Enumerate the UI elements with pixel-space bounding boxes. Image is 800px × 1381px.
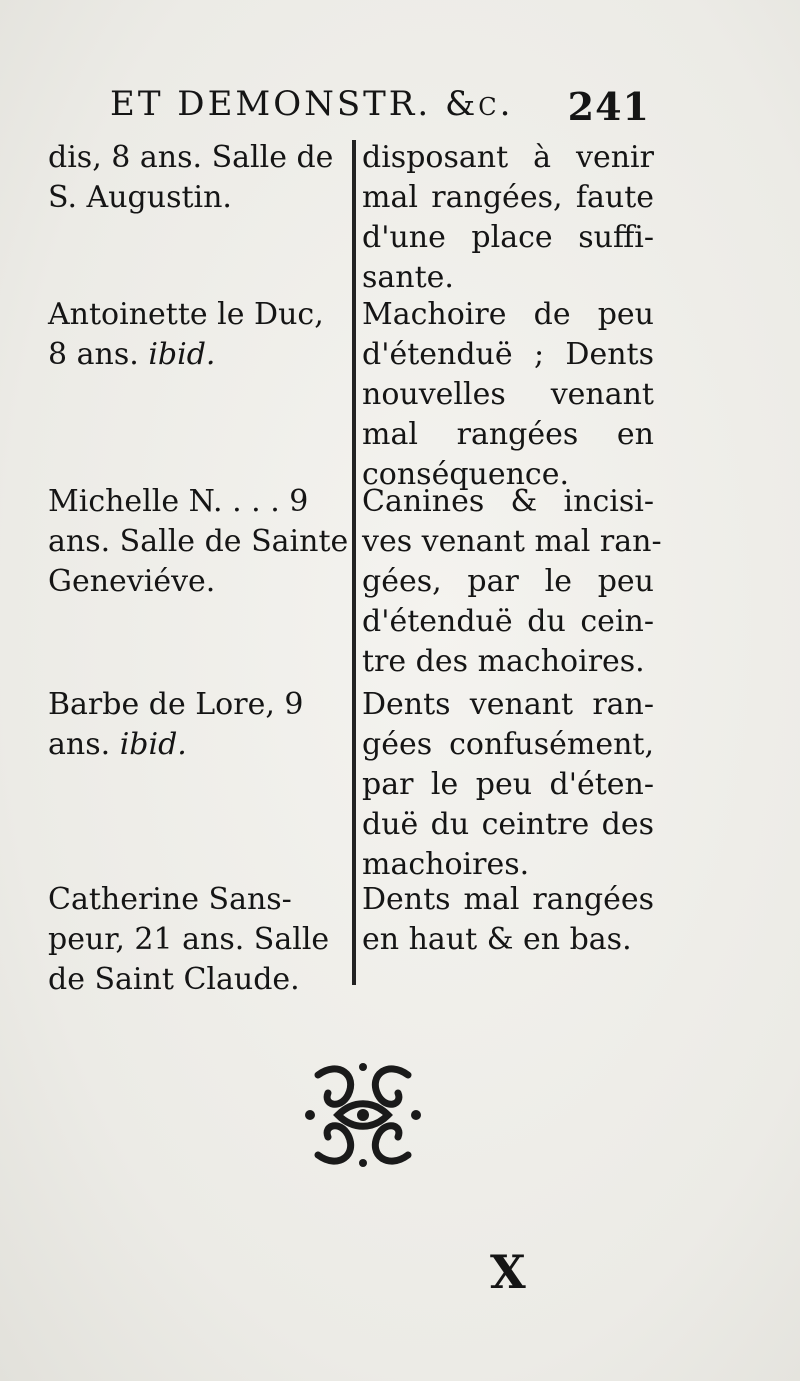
ibid-italic: ibid. [148, 337, 216, 372]
text-line: Catherine Sans- [48, 882, 292, 917]
text-line: gées confusément, [362, 727, 654, 762]
text-line: Dents mal rangées [362, 882, 654, 917]
text-line: mal rangées en [362, 417, 654, 452]
text-line: dis, 8 ans. Salle de [48, 140, 334, 175]
text-line: Barbe de Lore, 9 [48, 687, 304, 722]
entry-1-observation [362, 138, 654, 298]
text-line: d'étenduë du cein- [362, 604, 654, 639]
fleuron-ornament-icon [298, 1055, 428, 1175]
text-line: Antoinette le Duc, [48, 297, 324, 332]
text-line: duë du ceintre des [362, 807, 654, 842]
page-header [110, 80, 650, 130]
text-line: machoires. [362, 847, 530, 882]
text-line: tre des machoires. [362, 644, 645, 679]
text-line: sante. [362, 260, 454, 295]
text-line: conséquence. [362, 457, 570, 492]
text-line: ans. Salle de Sainte [48, 524, 349, 559]
text-line: d'étenduë ; Dents [362, 337, 654, 372]
text-line: S. Augustin. [48, 180, 232, 215]
running-head: ET DEMONSTR. &c. [110, 84, 514, 124]
page-number: 241 [567, 84, 650, 129]
entry-2-patient [48, 295, 343, 375]
text-line: Canines & incisi- [362, 484, 654, 519]
text-line: gées, par le peu [362, 564, 654, 599]
signature-mark: X [490, 1245, 528, 1299]
text-line: peur, 21 ans. Salle [48, 922, 330, 957]
text-line: ans. ibid. [48, 727, 187, 762]
text-line: Geneviéve. [48, 564, 216, 599]
entry-1-patient [48, 138, 343, 218]
entry-5-patient [48, 880, 343, 1000]
text-line: Machoire de peu [362, 297, 654, 332]
entry-3-observation [362, 482, 662, 682]
ibid-italic: ibid. [119, 727, 187, 762]
text-line: en haut & en bas. [362, 922, 632, 957]
text-line: Dents venant ran- [362, 687, 654, 722]
column-rule [352, 140, 356, 985]
entry-4-observation [362, 685, 654, 885]
entry-2-observation [362, 295, 654, 495]
text-line: par le peu d'éten- [362, 767, 654, 802]
text-line: d'une place suffi- [362, 220, 654, 255]
entry-3-patient [48, 482, 349, 602]
entry-5-observation [362, 880, 654, 960]
text-line: de Saint Claude. [48, 962, 300, 997]
text-line: nouvelles venant [362, 377, 654, 412]
text-line: mal rangées, faute [362, 180, 654, 215]
text-line: ves venant mal ran- [362, 524, 662, 559]
text-line: 8 ans. ibid. [48, 337, 216, 372]
text-line: disposant à venir [362, 140, 654, 175]
entry-4-patient [48, 685, 343, 765]
text-line: Michelle N. . . . 9 [48, 484, 309, 519]
